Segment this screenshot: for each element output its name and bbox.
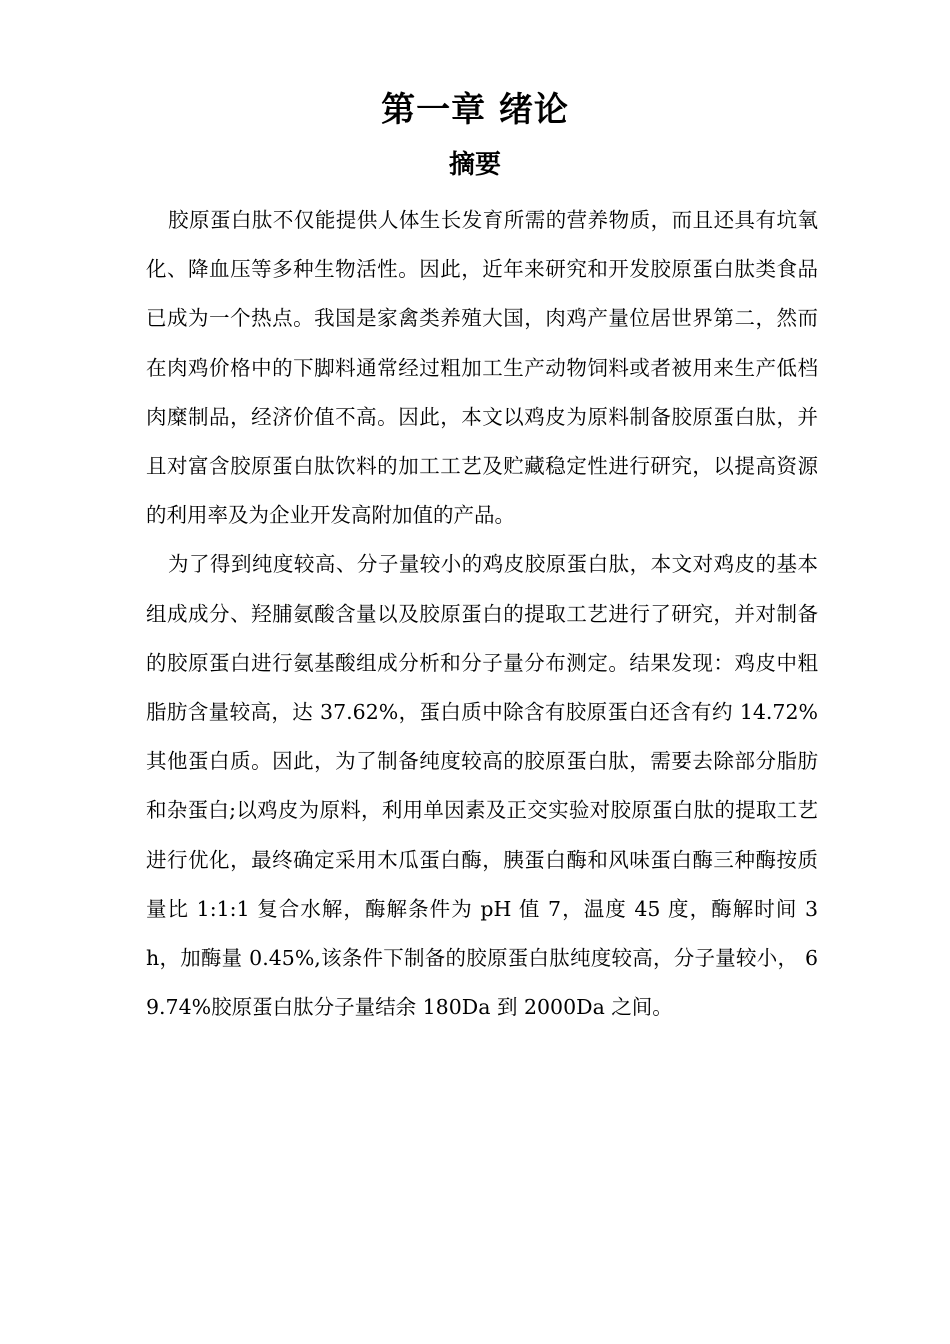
chapter-title: 第一章 绪论	[381, 90, 569, 130]
abstract-paragraph-2: 为了得到纯度较高、分子量较小的鸡皮胶原蛋白肽，本文对鸡皮的基本组成成分、羟脯氨酸含量以及胶原蛋白的提取工艺进行了研究，并对制备的胶原蛋白进行氨基酸组成分析和分子量分布测定。结果发现：鸡皮中粗脂肪含量较高，达 37.62%，蛋白质中除含有胶原蛋白还含有约 14.72%其他蛋白质。因此，为了制备纯度较高的胶原蛋白肽，需要去除部分脂肪和杂蛋白;以鸡皮为原料，利用单因素及正交实验对胶原蛋白肽的提取工艺进行优化，最终确定采用木瓜蛋白酶，胰蛋白酶和风味蛋白酶三种酶按质量比 1:1:1 复合水解，酶解条件为 pH 值 7，温度 45 度，酶解时间 3h，加酶量 0.45%,该条件下制备的胶原蛋白肽纯度较高，分子量较小， 69.74%胶原蛋白肽分子量结余 180Da 到 2000Da 之间。	[146, 552, 818, 1020]
abstract-paragraph-1: 胶原蛋白肽不仅能提供人体生长发育所需的营养物质，而且还具有坑氧化、降血压等多种生物活性。因此，近年来研究和开发胶原蛋白肽类食品已成为一个热点。我国是家禽类养殖大国，肉鸡产量位居世界第二，然而在肉鸡价格中的下脚料通常经过粗加工生产动物饲料或者被用来生产低档肉糜制品，经济价值不高。因此，本文以鸡皮为原料制备胶原蛋白肽，并且对富含胶原蛋白肽饮料的加工工艺及贮藏稳定性进行研究，以提高资源的利用率及为企业开发高附加值的产品。	[146, 208, 818, 528]
abstract-body	[146, 196, 818, 1032]
section-title: 摘要	[448, 150, 501, 180]
